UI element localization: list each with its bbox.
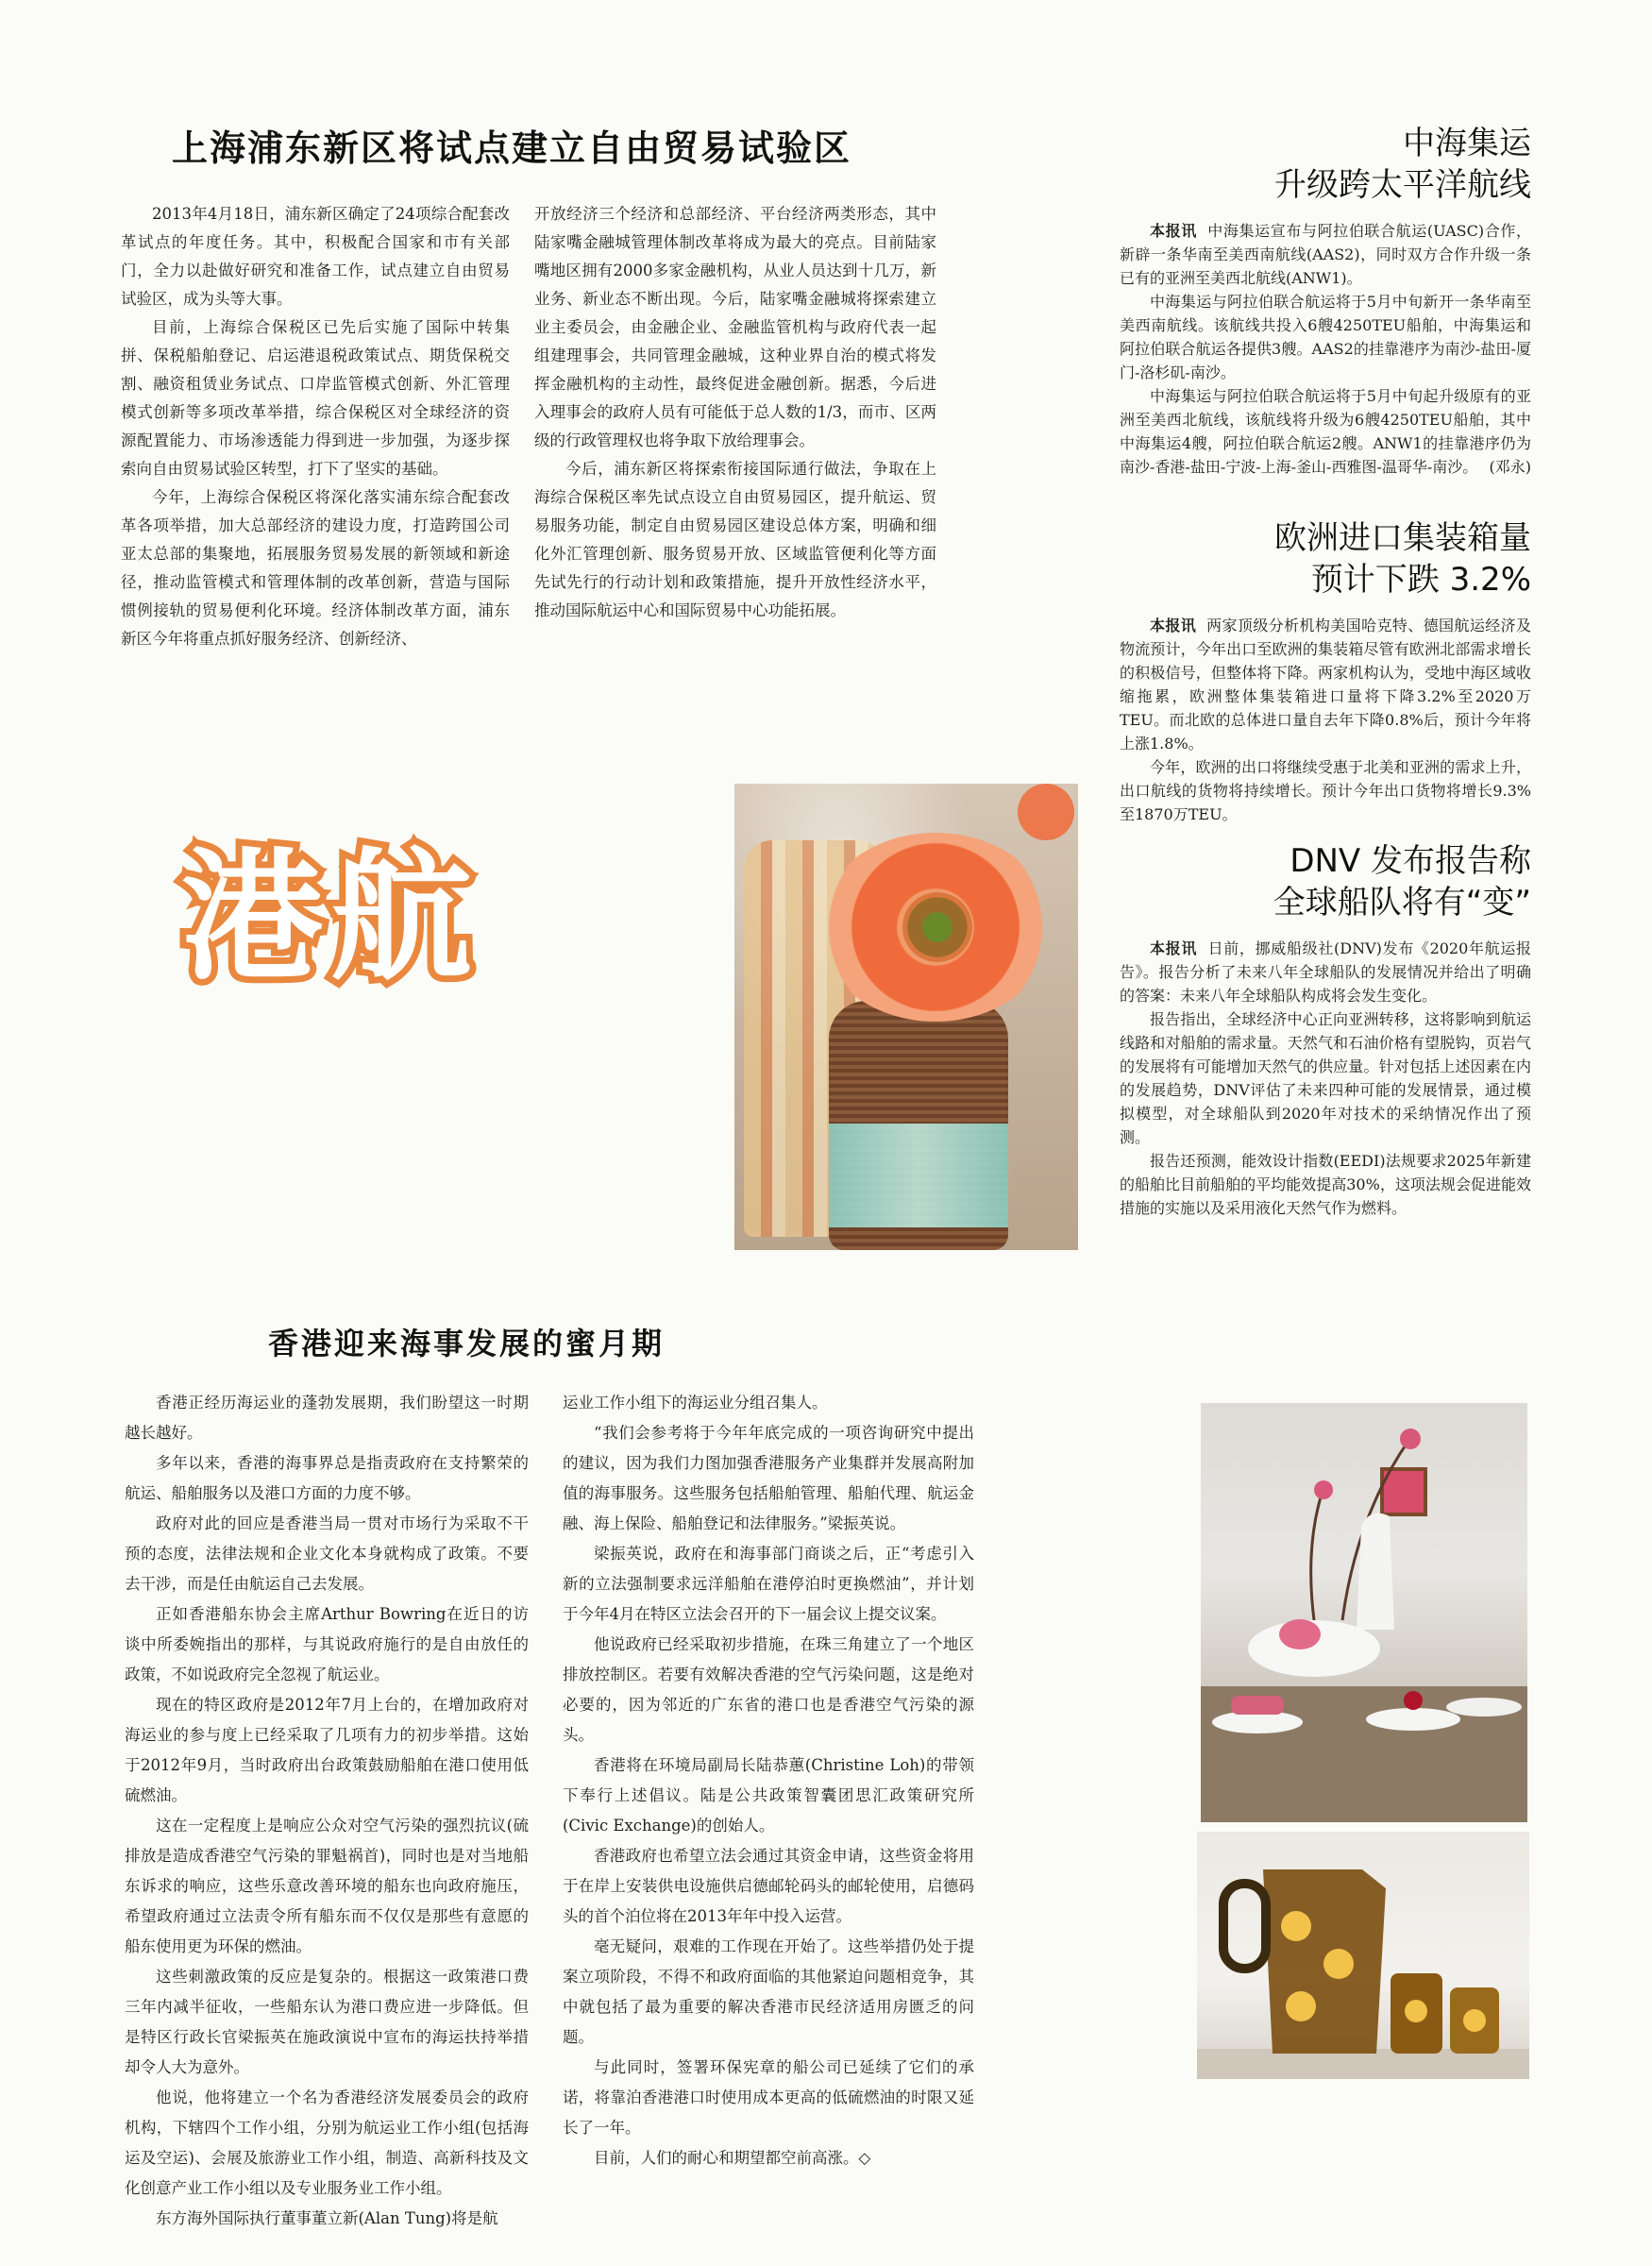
- flower-center: [902, 892, 972, 962]
- paragraph: 政府对此的回应是香港当局一贯对市场行为采取不干预的态度，法律法规和企业文化本身就构成了政策。不要去干涉，而是任由航运自己去发展。: [125, 1514, 529, 1593]
- paragraph: 目前，上海综合保税区已先后实施了国际中转集拼、保税船舶登记、启运港退税政策试点、期货保税交割、融资租赁业务试点、口岸监管模式创新、外汇管理模式创新等多项改革举措，综合保税区对全球经济的资源配置能力、市场渗透能力得到进一步加强，为逐步探索向自由贸易试验区转型，打下了坚实的基础。: [121, 318, 510, 478]
- paragraph: 香港正经历海运业的蓬勃发展期，我们盼望这一时期越长越好。: [125, 1394, 529, 1442]
- pitcher-glasses-photo: [1197, 1832, 1529, 2079]
- paragraph: 与此同时，签署环保宪章的船公司已延续了它们的承诺，将靠泊香港港口时使用成本更高的低硫燃油的时限又延长了一年。: [563, 2058, 974, 2137]
- paragraph: 现在的特区政府是2012年7月上台的，在增加政府对海运业的参与度上已经采取了几项有力的初步举措。这始于2012年9月，当时政府出台政策鼓励船舶在港口使用低硫燃油。: [125, 1696, 529, 1804]
- paragraph: 本报讯 日前，挪威船级社(DNV)发布《2020年航运报告》。报告分析了未来八年全球船队的发展情况并给出了明确的答案：未来八年全球船队构成将会发生变化。: [1120, 939, 1531, 1005]
- cherry: [1404, 1691, 1423, 1710]
- paragraph: 香港政府也希望立法会通过其资金申请，这些资金将用于在岸上安装供电设施供启德邮轮码头的邮轮使用，启德码头的首个泊位将在2013年年中投入运营。: [563, 1847, 974, 1925]
- byline-label: 本报讯: [1150, 617, 1197, 634]
- paragraph: 今年，上海综合保税区将深化落实浦东综合配套改革各项举措，加大总部经济的建设力度，打造跨国公司亚太总部的集聚地，拓展服务贸易发展的新领域和新途径，推动监管模式和管理体制的改革创新，营造与国际惯例接轨的贸易便利化环境。经济体制改革方面，浦东新区今年将重点抓好服务经济、创新经济、: [121, 488, 510, 648]
- paragraph: 梁振英说，政府在和海事部门商谈之后，正“考虑引入新的立法强制要求远洋船舶在港停泊时更换燃油”，并计划于今年4月在特区立法会召开的下一届会议上提交议案。: [563, 1545, 974, 1623]
- pitcher-illustration: [1197, 1832, 1529, 2079]
- tableware-illustration: [1201, 1403, 1527, 1822]
- paragraph: 目前，人们的耐心和期望都空前高涨。◇: [594, 2149, 871, 2167]
- paragraph: 正如香港船东协会主席Arthur Bowring在近日的访谈中所委婉指出的那样，与其说政府施行的是自由放任的政策，不如说政府完全忽视了航运业。: [125, 1605, 529, 1683]
- paragraph: 他说政府已经采取初步措施，在珠三角建立了一个地区排放控制区。若要有效解决香港的空气污染问题，这是绝对必要的，因为邻近的广东省的港口也是香港空气污染的源头。: [563, 1635, 974, 1744]
- flowers-in-bowl: [1279, 1619, 1321, 1649]
- pitcher-handle: [1223, 1884, 1266, 1969]
- author-credit: (邓永): [1489, 458, 1531, 476]
- vase-ribbon: [829, 1124, 1008, 1227]
- paragraph: 今年，欧洲的出口将继续受惠于北美和亚洲的需求上升，出口航线的货物将持续增长。预计今年出口货物将增长9.3%至1870万TEU。: [1120, 758, 1531, 823]
- side-article-title: 欧洲进口集装箱量: [1274, 519, 1531, 557]
- carnation-flower: [1314, 1480, 1333, 1499]
- paragraph: 今后，浦东新区将探索衔接国际通行做法，争取在上海综合保税区率先试点设立自由贸易园区，提升航运、贸易服务功能，制定自由贸易园区建设总体方案，明确和细化外汇管理创新、服务贸易开放、区域监管便利化等方面先试先行的行动计划和政策措施，提升开放性经济水平，推动国际航运中心和国际贸易中心功能拓展。: [534, 460, 936, 619]
- glass-pattern: [1463, 2009, 1486, 2032]
- paragraph: 毫无疑问，艰难的工作现在开始了。这些举措仍处于提案立项阶段，不得不和政府面临的其他紧迫问题相竞争，其中就包括了最为重要的解决香港市民经济适用房匮乏的问题。: [563, 1937, 974, 2046]
- tableware-still-life-photo: [1201, 1403, 1527, 1822]
- paragraph: 开放经济三个经济和总部经济、平台经济两类形态，其中陆家嘴金融城管理体制改革将成为最大的亮点。目前陆家嘴地区拥有2000多家金融机构，从业人员达到十几万，新业务、新业态不断出现。今后，陆家嘴金融城将探索建立业主委员会，由金融企业、金融监管机构与政府代表一起组建理事会，共同管理金融城，这种业界自治的模式将发挥金融机构的主动性，最终促进金融创新。据悉，今后进入理事会的政府人员有可能低于总人数的1/3，而市、区两级的行政管理权也将争取下放给理事会。: [534, 205, 936, 449]
- side-article-title: 升级跨太平洋航线: [1274, 166, 1531, 204]
- section-logo: 港航: [181, 836, 480, 1000]
- paragraph: 中海集运与阿拉伯联合航运将于5月中旬新开一条华南至美西南航线。该航线共投入6艘4250TEU船舶，中海集运和阿拉伯联合航运各提供3艘。AAS2的挂靠港序为南沙-盐田-厦门-洛杉矶-南沙。: [1120, 293, 1531, 381]
- glass-pattern: [1323, 1949, 1354, 1979]
- byline-label: 本报讯: [1150, 939, 1198, 957]
- flower-bud: [1018, 784, 1074, 840]
- carnation-flower: [1400, 1429, 1421, 1449]
- paragraph: 报告指出，全球经济中心正向亚洲转移，这将影响到航运线路和对船舶的需求量。天然气和石油价格有望脱钩，页岩气的发展将有可能增加天然气的供应量。针对包括上述因素在内的发展趋势，DNV评估了未来四种可能的发展情景，通过模拟模型，对全球船队到2020年对技术的采纳情况作出了预测。: [1120, 1010, 1531, 1146]
- side-article-cscl: [1120, 123, 1531, 479]
- cake-stand: [1366, 1708, 1460, 1731]
- main-article-column-2: [534, 200, 936, 625]
- flower-vase-photo: [734, 784, 1078, 1250]
- paragraph: 报告还预测，能效设计指数(EEDI)法规要求2025年新建的船舶比目前船舶的平均能效提高30%，这项法规会促进能效措施的实施以及采用液化天然气作为燃料。: [1120, 1152, 1531, 1217]
- hk-article-title: 香港迎来海事发展的蜜月期: [268, 1326, 666, 1361]
- side-article-title: 全球船队将有“变”: [1273, 884, 1531, 922]
- glass-pattern: [1405, 2000, 1427, 2022]
- paragraph: 东方海外国际执行董事董立新(Alan Tung)将是航: [156, 2209, 498, 2227]
- paragraph: 本报讯 两家顶级分析机构美国哈克特、德国航运经济及物流预计，今年出口至欧洲的集装箱尽管有欧洲北部需求增长的积极信号，但整体将下降。两家机构认为，受地中海区域收缩拖累，欧洲整体集装箱进口量将下降3.2%至2020万TEU。而北欧的总体进口量自去年下降0.8%后，预计今年将上涨1.8%。: [1120, 617, 1531, 753]
- paragraph: 运业工作小组下的海运业分组召集人。: [563, 1394, 828, 1412]
- macaron: [1231, 1696, 1284, 1715]
- glass-pattern: [1286, 1991, 1316, 2021]
- paragraph: 本报讯 中海集运宣布与阿拉伯联合航运(UASC)合作，新辟一条华南至美西南航线(AAS2)，同时双方合作升级一条已有的亚洲至美西北航线(ANW1)。: [1120, 222, 1531, 287]
- side-article-title: DNV 发布报告称: [1290, 842, 1531, 880]
- paragraph: 中海集运与阿拉伯联合航运将于5月中旬起升级原有的亚洲至美西北航线，该航线将升级为6艘4250TEU船舶，其中中海集运4艘，阿拉伯联合航运2艘。ANW1的挂靠港序仍为南沙-香港-盐田-宁波-上海-釜山-西雅图-温哥华-南沙。 (邓永): [1120, 384, 1531, 479]
- glass-pattern: [1281, 1911, 1311, 1941]
- paragraph: 香港将在环境局副局长陆恭蕙(Christine Loh)的带领下奉行上述倡议。陆是公共政策智囊团思汇政策研究所(Civic Exchange)的创始人。: [563, 1756, 974, 1835]
- main-article-title: 上海浦东新区将试点建立自由贸易试验区: [172, 127, 852, 169]
- branch: [1311, 1488, 1323, 1620]
- paragraph: “我们会参考将于今年年底完成的一项咨询研究中提出的建议，因为我们力图加强香港服务产业集群并发展高附加值的海事服务。这些服务包括船舶管理、船舶代理、航运金融、海上保险、船舶登记和法律服务。”梁振英说。: [563, 1424, 974, 1532]
- side-article-dnv: [1120, 840, 1531, 1220]
- white-vase: [1357, 1513, 1394, 1630]
- cake-stand: [1446, 1698, 1522, 1716]
- paragraph: 他说，他将建立一个名为香港经济发展委员会的政府机构，下辖四个工作小组，分别为航运业工作小组(包括海运及空运)、会展及旅游业工作小组，制造、高新科技及文化创意产业工作小组以及专业服务业工作小组。: [125, 2088, 529, 2197]
- paragraph: 这些刺激政策的反应是复杂的。根据这一政策港口费三年内减半征收，一些船东认为港口费应进一步降低。但是特区行政长官梁振英在施政演说中宣布的海运扶持举措却令人大为意外。: [125, 1968, 529, 2076]
- paragraph: 2013年4月18日，浦东新区确定了24项综合配套改革试点的年度任务。其中，积极配合国家和市有关部门，全力以赴做好研究和准备工作，试点建立自由贸易试验区，成为头等大事。: [121, 205, 510, 308]
- main-article-column-1: [121, 200, 510, 653]
- byline-label: 本报讯: [1150, 222, 1197, 240]
- paragraph: 多年以来，香港的海事界总是指责政府在支持繁荣的航运、船舶服务以及港口方面的力度不够。: [125, 1454, 529, 1502]
- hk-article-column-1: [125, 1388, 529, 2234]
- side-article-title: 中海集运: [1403, 125, 1531, 162]
- side-article-europe: [1120, 517, 1531, 826]
- hk-article-column-2: [563, 1388, 974, 2173]
- side-article-title: 预计下跌 3.2%: [1310, 561, 1531, 599]
- paragraph: 这在一定程度上是响应公众对空气污染的强烈抗议(硫排放是造成香港空气污染的罪魁祸首)，同时也是对当地船东诉求的响应，这些乐意改善环境的船东也向政府施压，希望政府通过立法责令所有船东而不仅仅是那些有意愿的船东使用更为环保的燃油。: [125, 1817, 529, 1955]
